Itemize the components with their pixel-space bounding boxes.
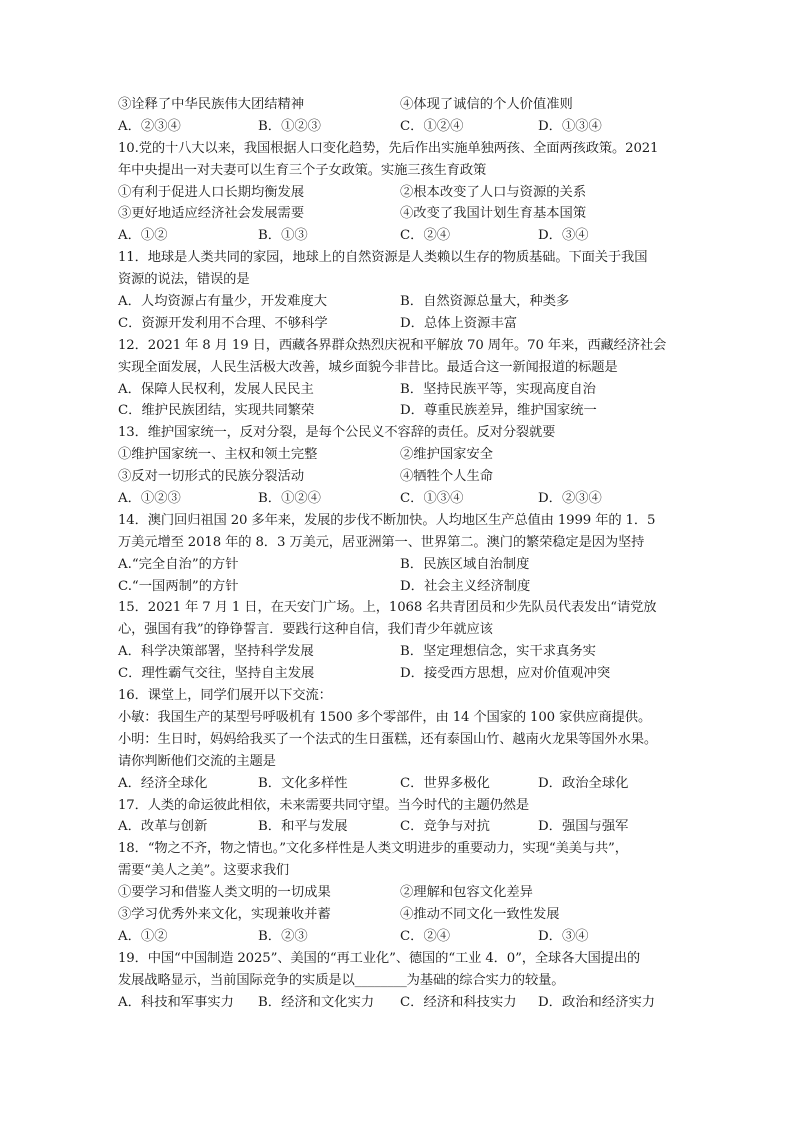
option-item: B．①②④ [258,491,321,507]
option-row [118,225,688,247]
option-item: B．经济和文化实力 [258,994,375,1010]
question-text: 12．2021 年 8 月 19 日，西藏各界群众热烈庆祝和平解放 70 周年。70 年来，西藏经济社会 [118,337,667,353]
option-row [118,816,688,838]
question-text: 17．人类的命运彼此相依，未来需要共同守望。当今时代的主题仍然是 [118,797,530,813]
option-item: A.“完全自治”的方针 [118,556,239,572]
question-text-line [118,707,688,729]
option-row [118,663,688,685]
question-text: 年中央提出一对夫妻可以生育三个子女政策。实施三孩生育政策 [118,162,487,178]
option-row [118,116,688,138]
option-item: ③诠释了中华民族伟大团结精神 [118,97,305,112]
option-item: B．①③ [258,228,308,244]
option-item: C．竞争与对抗 [400,819,490,835]
option-item: B．②③ [258,928,308,944]
option-item: D．③④ [538,928,589,944]
question-text: 15．2021 年 7 月 1 日，在天安门广场。上，1068 名共青团员和少先队员代表发出“请党放 [118,600,657,616]
option-item: C．①③④ [400,491,464,507]
option-item: ②维护国家安全 [400,447,494,463]
question-text: 19．中国“中国制造 2025”、美国的“再工业化”、德国的“工业 4．0”，全球各大国提出的 [118,950,641,966]
question-text-line [118,160,688,182]
option-item: D．②③④ [538,491,602,507]
option-item: ④体现了诚信的个人价值准则 [400,97,573,112]
option-item: B．和平与发展 [258,819,348,835]
option-item: ④改变了我国计划生育基本国策 [400,206,587,222]
question-text-line [118,335,688,357]
option-item: ①维护国家统一、主权和领土完整 [118,447,318,463]
question-text-line [118,138,688,160]
question-text: 14．澳门回归祖国 20 多年来，发展的步伐不断加快。人均地区生产总值由 1999 年的 1．5 [118,512,656,528]
option-item: C．①②④ [400,118,464,134]
option-item: ③学习优秀外来文化，实现兼收并蓄 [118,906,331,922]
option-item: D．③④ [538,228,589,244]
question-text-line [118,860,688,882]
option-row [118,773,688,795]
option-row [118,94,688,116]
option-row [118,554,688,576]
option-item: A．①② [118,928,168,944]
question-text-line [118,247,688,269]
question-text: 10.党的十八大以来，我国根据人口变化趋势，先后作出实施单独两孩、全面两孩政策。2021 [118,140,659,156]
question-text: 16．课堂上，同学们展开以下交流： [118,688,332,704]
question-text: 11．地球是人类共同的家园，地球上的自然资源是人类赖以生存的物质基础。下面关于我国 [118,250,648,266]
option-row [118,291,688,313]
option-row [118,313,688,335]
question-text-line [118,795,688,817]
question-text-line [118,597,688,619]
option-item: A．保障人民权利，发展人民民主 [118,381,314,397]
option-item: D．社会主义经济制度 [400,578,531,594]
option-item: D．①③④ [538,118,602,134]
question-text-line [118,948,688,970]
question-text-line [118,532,688,554]
option-item: A．①②③ [118,491,181,507]
question-text-line [118,619,688,641]
option-row [118,444,688,466]
option-item: D．政治全球化 [538,775,629,791]
option-item: A．科技和军事实力 [118,994,234,1010]
option-item: C．维护民族团结，实现共同繁荣 [118,403,315,419]
option-row [118,641,688,663]
option-item: ③更好地适应经济社会发展需要 [118,206,305,222]
option-item: B．文化多样性 [258,775,348,791]
option-row [118,904,688,926]
option-item: D．接受西方思想，应对价值观冲突 [400,666,611,682]
option-row [118,576,688,598]
option-item: ①有利于促进人口长期均衡发展 [118,184,305,200]
question-text-line [118,970,688,992]
option-item: A．①② [118,228,168,244]
option-item: ②理解和包容文化差异 [400,885,533,901]
option-item: C.“一国两制”的方针 [118,578,239,594]
option-item: C．资源开发利用不合理、不够科学 [118,315,328,331]
question-text-line [118,510,688,532]
question-text: 需要“美人之美”。这要求我们 [118,863,290,879]
question-text-line [118,838,688,860]
option-item: C．世界多极化 [400,775,490,791]
option-item: D．强国与强军 [538,819,629,835]
option-item: ①要学习和借鉴人类文明的一切成果 [118,885,331,901]
option-item: A．②③④ [118,118,181,134]
option-item: C．理性霸气交往，坚持自主发展 [118,666,315,682]
question-text-line [118,751,688,773]
option-item: B．坚持民族平等，实现高度自治 [400,381,596,397]
question-text: 小明：生日时，妈妈给我买了一个法式的生日蛋糕，还有泰国山竹、越南火龙果等国外水果。 [118,731,658,747]
option-row [118,400,688,422]
option-item: C．②④ [400,228,451,244]
question-text: 小敏：我国生产的某型号呼吸机有 1500 多个零部件，由 14 个国家的 100 家供应商提供。 [118,709,652,725]
option-row [118,488,688,510]
option-item: B．自然资源总量大，种类多 [400,294,570,310]
option-item: D．政治和经济实力 [538,994,656,1010]
option-item: ②根本改变了人口与资源的关系 [400,184,587,200]
question-text: 实现全面发展，人民生活极大改善，城乡面貌今非昔比。最适合这一新闻报道的标题是 [118,359,618,375]
question-text: 请你判断他们交流的主题是 [118,753,276,769]
option-row [118,882,688,904]
option-item: ④推动不同文化一致性发展 [400,906,560,922]
option-row [118,466,688,488]
question-text-line [118,729,688,751]
option-item: B．坚定理想信念，实干求真务实 [400,644,596,660]
option-item: B．民族区域自治制度 [400,556,530,572]
question-text-line [118,269,688,291]
option-item: D．尊重民族差异，维护国家统一 [400,403,597,419]
question-text: 万美元增至 2018 年的 8．3 万美元，居亚洲第一、世界第二。澳门的繁荣稳定是因为坚持 [118,534,645,550]
question-text-line [118,685,688,707]
question-text: 18．“物之不齐，物之情也。”文化多样性是人类文明进步的重要动力，实现“美美与共”， [118,841,628,857]
option-item: C．经济和科技实力 [400,994,517,1010]
option-item: ④牺牲个人生命 [400,469,494,485]
option-row [118,926,688,948]
option-row [118,992,688,1014]
question-text-line [118,422,688,444]
option-item: ③反对一切形式的民族分裂活动 [118,469,305,485]
question-content [118,94,688,1013]
option-item: B．①②③ [258,118,321,134]
option-item: A．科学决策部署，坚持科学发展 [118,644,314,660]
question-text: 资源的说法，错误的是 [118,272,250,288]
option-row [118,203,688,225]
option-item: C．②④ [400,928,451,944]
question-text-line [118,357,688,379]
option-item: A．经济全球化 [118,775,208,791]
option-item: D．总体上资源丰富 [400,315,518,331]
question-text: 13．维护国家统一，反对分裂，是每个公民义不容辞的责任。反对分裂就要 [118,425,556,441]
question-text: 心，强国有我”的铮铮誓言．要践行这种自信，我们青少年就应该 [118,622,493,638]
question-text: 发展战略显示，当前国际竞争的实质是以________为基础的综合实力的较量。 [118,972,565,988]
option-row [118,379,688,401]
option-row [118,182,688,204]
option-item: A．改革与创新 [118,819,208,835]
option-item: A．人均资源占有量少，开发难度大 [118,294,328,310]
